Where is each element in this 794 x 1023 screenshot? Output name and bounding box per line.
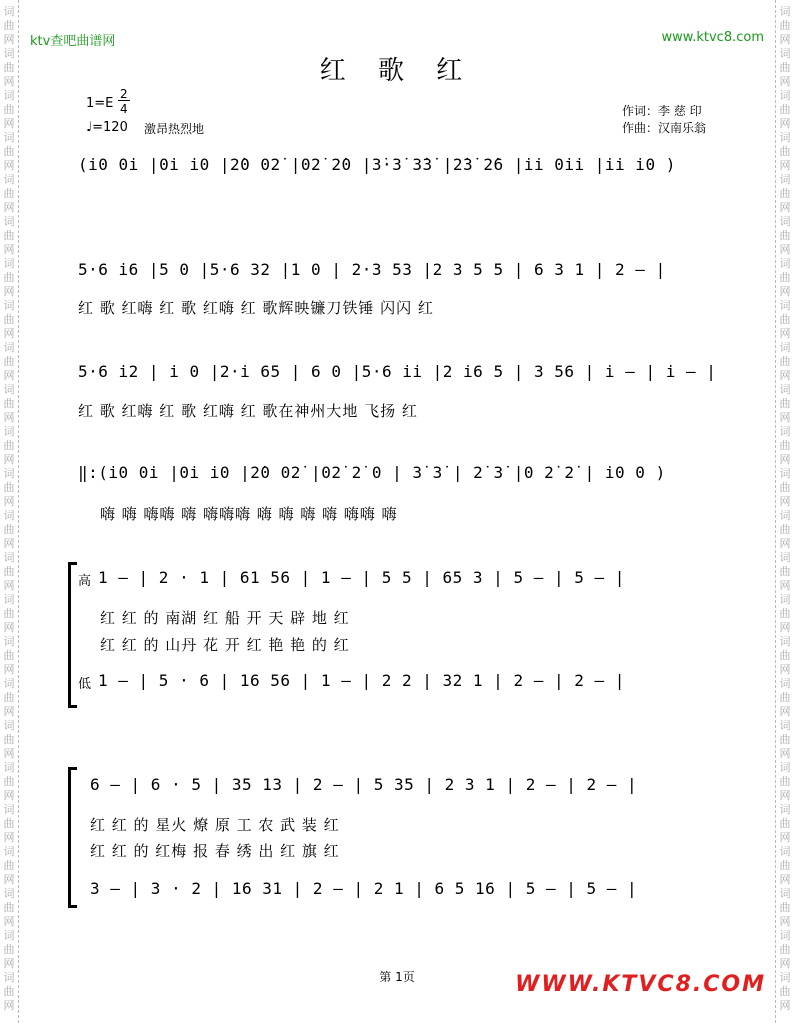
watermark-glyph: 词 — [3, 425, 15, 438]
watermark-glyph: 网 — [779, 369, 791, 382]
watermark-glyph: 网 — [3, 915, 15, 928]
watermark-glyph: 词 — [779, 47, 791, 60]
watermark-glyph: 网 — [779, 285, 791, 298]
watermark-glyph: 词 — [779, 677, 791, 690]
watermark-glyph: 词 — [3, 299, 15, 312]
watermark-glyph: 词 — [779, 509, 791, 522]
watermark-glyph: 网 — [3, 537, 15, 550]
watermark-glyph: 网 — [3, 789, 15, 802]
watermark-glyph: 网 — [3, 159, 15, 172]
watermark-glyph: 网 — [779, 873, 791, 886]
left-margin-watermark — [0, 0, 19, 1023]
lyricist: 作词：李 慈 印 — [622, 104, 702, 118]
system1-lyrics-verse2: 红 红 的 山丹 花 开 红 艳 艳 的 红 — [100, 636, 350, 654]
watermark-glyph: 曲 — [779, 271, 791, 284]
watermark-glyph: 曲 — [3, 481, 15, 494]
watermark-glyph: 词 — [3, 89, 15, 102]
watermark-glyph: 曲 — [779, 187, 791, 200]
watermark-glyph: 曲 — [3, 61, 15, 74]
watermark-glyph: 词 — [3, 887, 15, 900]
watermark-glyph: 词 — [3, 719, 15, 732]
composer: 作曲：汉南乐翁 — [622, 121, 707, 135]
interlude-notes: ‖:(i0 0i |0i i0 |2̇0 02̇ |02̇ 2̇ 0 | 3̇ 3̇ | 2̇ 3̇ |0 2̇ 2̇ | i0 0 ) — [78, 463, 666, 482]
watermark-glyph: 网 — [779, 831, 791, 844]
watermark-glyph: 网 — [779, 915, 791, 928]
watermark-glyph: 词 — [779, 215, 791, 228]
watermark-glyph: 词 — [3, 551, 15, 564]
key-signature: 1=E — [86, 96, 114, 111]
watermark-glyph: 曲 — [3, 103, 15, 116]
line2-lyrics: 红 歌 红嗨 红 歌 红嗨 红 歌在神州大地 飞扬 红 — [78, 402, 418, 420]
time-signature-bottom: 4 — [120, 102, 128, 116]
watermark-glyph: 曲 — [3, 439, 15, 452]
watermark-glyph: 曲 — [779, 733, 791, 746]
watermark-glyph: 词 — [779, 467, 791, 480]
watermark-glyph: 词 — [779, 257, 791, 270]
watermark-glyph: 网 — [779, 705, 791, 718]
watermark-glyph: 曲 — [779, 397, 791, 410]
watermark-glyph: 网 — [779, 999, 791, 1012]
watermark-glyph: 网 — [3, 957, 15, 970]
watermark-glyph: 曲 — [779, 607, 791, 620]
watermark-glyph: 网 — [779, 453, 791, 466]
watermark-glyph: 曲 — [3, 607, 15, 620]
watermark-glyph: 曲 — [3, 187, 15, 200]
watermark-glyph: 网 — [3, 33, 15, 46]
watermark-glyph: 词 — [3, 971, 15, 984]
watermark-glyph: 词 — [779, 593, 791, 606]
site-logo[interactable]: WWW.KTVC8.COM — [515, 972, 766, 997]
watermark-glyph: 词 — [3, 383, 15, 396]
watermark-glyph: 曲 — [3, 649, 15, 662]
watermark-glyph: 网 — [3, 873, 15, 886]
watermark-glyph: 网 — [3, 747, 15, 760]
watermark-glyph: 曲 — [779, 943, 791, 956]
watermark-glyph: 词 — [779, 719, 791, 732]
system1-high-notes: 1 – | 2 · 1 | 61 56 | 1 – | 5 5 | 65 3 | 5 – | 5 – | — [98, 568, 625, 587]
watermark-glyph: 曲 — [3, 733, 15, 746]
watermark-glyph: 曲 — [779, 103, 791, 116]
watermark-glyph: 曲 — [779, 649, 791, 662]
watermark-glyph: 词 — [3, 761, 15, 774]
watermark-glyph: 网 — [779, 537, 791, 550]
watermark-glyph: 曲 — [3, 775, 15, 788]
system2-low-notes: 3 – | 3 · 2 | 16 31 | 2 – | 2 1 | 6 5 16 | 5 – | 5 – | — [90, 879, 638, 898]
intro-notes: (i0 0i |0i i0 |2̇0 02̇ |02̇ 2̇0 |3̇·3̇ 3̇3̇ |2̇3̇ 2̇6 |ii 0ii |ii i0 ) — [78, 155, 676, 174]
watermark-glyph: 网 — [3, 999, 15, 1012]
right-margin-watermark — [775, 0, 794, 1023]
watermark-glyph: 词 — [779, 173, 791, 186]
low-voice-label: 低 — [78, 677, 92, 692]
watermark-glyph: 词 — [3, 467, 15, 480]
watermark-glyph: 曲 — [3, 523, 15, 536]
watermark-glyph: 网 — [3, 369, 15, 382]
system2-lyrics-verse1: 红 红 的 星火 燎 原 工 农 武 装 红 — [90, 816, 340, 834]
watermark-glyph: 曲 — [779, 19, 791, 32]
watermark-glyph: 网 — [779, 495, 791, 508]
system1-bracket — [68, 562, 77, 708]
watermark-glyph: 词 — [3, 929, 15, 942]
system2-high-notes: 6 – | 6 · 5 | 35 13 | 2 – | 5 35 | 2 3 1 | 2 – | 2 – | — [90, 775, 638, 794]
site-url-right[interactable]: www.ktvc8.com — [661, 30, 764, 45]
watermark-glyph: 曲 — [779, 775, 791, 788]
watermark-glyph: 网 — [779, 117, 791, 130]
watermark-glyph: 曲 — [3, 901, 15, 914]
watermark-glyph: 曲 — [3, 313, 15, 326]
watermark-glyph: 词 — [779, 761, 791, 774]
watermark-glyph: 网 — [779, 33, 791, 46]
watermark-glyph: 网 — [779, 159, 791, 172]
tempo-marking: ♩=120 — [86, 120, 128, 135]
watermark-glyph: 曲 — [779, 145, 791, 158]
watermark-glyph: 曲 — [779, 691, 791, 704]
watermark-glyph: 词 — [3, 845, 15, 858]
watermark-glyph: 网 — [3, 831, 15, 844]
song-title: 红 歌 红 — [319, 56, 475, 86]
watermark-glyph: 词 — [779, 383, 791, 396]
site-name-left[interactable]: ktv查吧曲谱网 — [30, 34, 116, 49]
watermark-glyph: 词 — [3, 5, 15, 18]
watermark-glyph: 网 — [3, 579, 15, 592]
watermark-glyph: 词 — [779, 299, 791, 312]
watermark-glyph: 词 — [779, 845, 791, 858]
watermark-glyph: 曲 — [3, 145, 15, 158]
interlude-lyrics: 嗨 嗨 嗨嗨 嗨 嗨嗨嗨 嗨 嗨 嗨 嗨 嗨嗨 嗨 — [100, 505, 398, 523]
watermark-glyph: 网 — [3, 243, 15, 256]
watermark-glyph: 词 — [3, 257, 15, 270]
watermark-glyph: 词 — [779, 551, 791, 564]
system2-bracket — [68, 767, 77, 908]
watermark-glyph: 曲 — [779, 901, 791, 914]
watermark-glyph: 网 — [3, 117, 15, 130]
watermark-glyph: 曲 — [779, 985, 791, 998]
system1-low-notes: 1 – | 5 · 6 | 16 56 | 1 – | 2 2 | 32 1 | 2 – | 2 – | — [98, 671, 625, 690]
watermark-glyph: 曲 — [3, 229, 15, 242]
watermark-glyph: 网 — [779, 663, 791, 676]
watermark-glyph: 词 — [3, 131, 15, 144]
watermark-glyph: 词 — [779, 887, 791, 900]
watermark-glyph: 网 — [779, 789, 791, 802]
watermark-glyph: 曲 — [779, 313, 791, 326]
watermark-glyph: 曲 — [3, 565, 15, 578]
watermark-glyph: 曲 — [3, 817, 15, 830]
watermark-glyph: 曲 — [779, 481, 791, 494]
watermark-glyph: 词 — [3, 593, 15, 606]
watermark-glyph: 网 — [779, 327, 791, 340]
watermark-glyph: 网 — [779, 201, 791, 214]
watermark-glyph: 网 — [3, 663, 15, 676]
watermark-glyph: 曲 — [779, 565, 791, 578]
watermark-glyph: 网 — [3, 285, 15, 298]
watermark-glyph: 曲 — [3, 943, 15, 956]
watermark-glyph: 曲 — [3, 397, 15, 410]
watermark-glyph: 曲 — [3, 859, 15, 872]
credits — [622, 103, 706, 137]
watermark-glyph: 词 — [779, 341, 791, 354]
watermark-glyph: 网 — [3, 495, 15, 508]
system2-lyrics-verse2: 红 红 的 红梅 报 春 绣 出 红 旗 红 — [90, 842, 340, 860]
watermark-glyph: 网 — [779, 243, 791, 256]
high-voice-label: 高 — [78, 574, 92, 589]
watermark-glyph: 词 — [3, 215, 15, 228]
line1-lyrics: 红 歌 红嗨 红 歌 红嗨 红 歌辉映镰刀铁锤 闪闪 红 — [78, 299, 434, 317]
watermark-glyph: 曲 — [3, 355, 15, 368]
watermark-glyph: 词 — [3, 173, 15, 186]
watermark-glyph: 网 — [779, 747, 791, 760]
watermark-glyph: 词 — [779, 5, 791, 18]
watermark-glyph: 词 — [3, 803, 15, 816]
watermark-glyph: 网 — [3, 621, 15, 634]
watermark-glyph: 曲 — [3, 19, 15, 32]
watermark-glyph: 词 — [3, 509, 15, 522]
watermark-glyph: 词 — [779, 89, 791, 102]
watermark-glyph: 词 — [3, 677, 15, 690]
watermark-glyph: 网 — [779, 579, 791, 592]
watermark-glyph: 词 — [779, 803, 791, 816]
watermark-glyph: 曲 — [3, 271, 15, 284]
watermark-glyph: 曲 — [3, 985, 15, 998]
watermark-glyph: 网 — [3, 327, 15, 340]
expression-marking: 激昂热烈地 — [144, 122, 205, 136]
watermark-glyph: 网 — [779, 411, 791, 424]
watermark-glyph: 曲 — [779, 61, 791, 74]
watermark-glyph: 曲 — [779, 355, 791, 368]
watermark-glyph: 曲 — [779, 229, 791, 242]
watermark-glyph: 曲 — [3, 691, 15, 704]
watermark-glyph: 网 — [779, 621, 791, 634]
watermark-glyph: 网 — [3, 453, 15, 466]
watermark-glyph: 网 — [779, 75, 791, 88]
watermark-glyph: 网 — [3, 705, 15, 718]
watermark-glyph: 曲 — [779, 817, 791, 830]
time-signature-top: 2 — [120, 87, 128, 101]
time-signature-line — [118, 100, 130, 101]
watermark-glyph: 网 — [779, 957, 791, 970]
watermark-glyph: 曲 — [779, 859, 791, 872]
watermark-glyph: 词 — [779, 425, 791, 438]
watermark-glyph: 曲 — [779, 523, 791, 536]
watermark-glyph: 词 — [3, 635, 15, 648]
line2-notes: 5·6 i2 | i 0 |2·i 65 | 6 0 |5·6 ii |2 i6 5 | 3 56 | i – | i – | — [78, 362, 717, 381]
watermark-glyph: 词 — [3, 47, 15, 60]
watermark-glyph: 网 — [3, 201, 15, 214]
watermark-glyph: 曲 — [779, 439, 791, 452]
watermark-glyph: 网 — [3, 411, 15, 424]
watermark-glyph: 词 — [779, 971, 791, 984]
watermark-glyph: 词 — [779, 131, 791, 144]
watermark-glyph: 网 — [3, 75, 15, 88]
page-number: 第 1页 — [379, 970, 415, 984]
watermark-glyph: 词 — [779, 929, 791, 942]
watermark-glyph: 词 — [779, 635, 791, 648]
system1-lyrics-verse1: 红 红 的 南湖 红 船 开 天 辟 地 红 — [100, 609, 350, 627]
line1-notes: 5·6 i6 |5 0 |5·6 32 |1 0 | 2·3 53 |2 3 5 5 | 6 3 1 | 2 – | — [78, 260, 666, 279]
watermark-glyph: 词 — [3, 341, 15, 354]
